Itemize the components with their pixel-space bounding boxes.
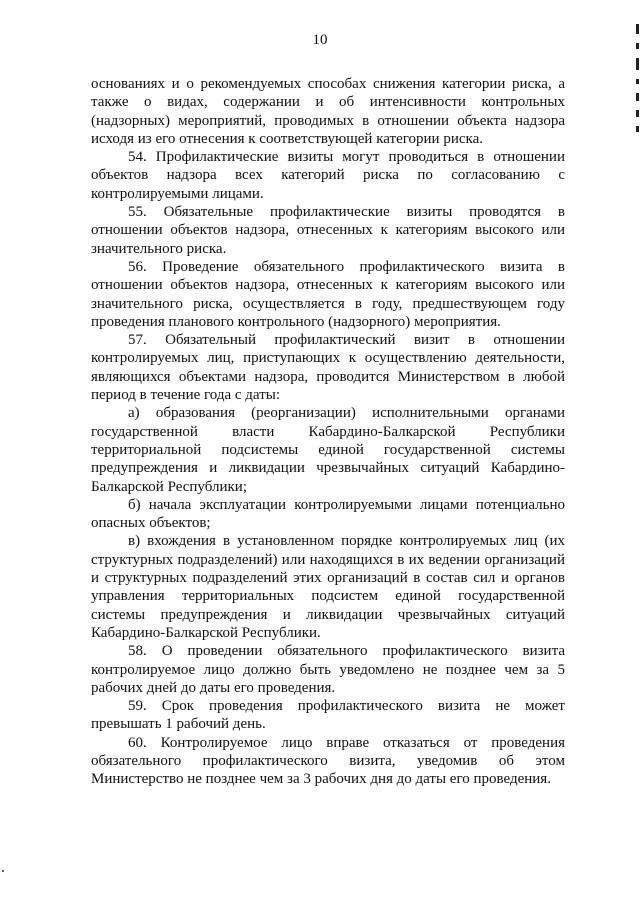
paragraph-57-v: в) вхождения в установленном порядке контролируемых лиц (их структурных подразделений) или находящихся в их ведении организаций и структурных подразделений этих организаций в состав сил и органов управления территориальных подсистем единой государственной системы предупреждения и ликвидации чрезвычайных ситуаций Кабардино-Балкарской Республики. — [91, 533, 565, 641]
scan-mark — [636, 43, 639, 49]
scan-mark — [636, 93, 639, 101]
scan-mark — [636, 24, 639, 34]
paragraph-55: 55. Обязательные профилактические визиты проводятся в отношении объектов надзора, отнесенных к категориям высокого или значительного риска. — [91, 204, 565, 257]
document-body — [91, 75, 565, 789]
paragraph-56: 56. Проведение обязательного профилактического визита в отношении объектов надзора, отнесенных к категориям высокого или значительного риска, осуществляется в году, предшествующем году проведения планового контрольного (надзорного) мероприятия. — [91, 258, 565, 330]
scan-speck — [2, 870, 4, 872]
scan-mark — [636, 58, 639, 70]
paragraph-59: 59. Срок проведения профилактического визита не может превышать 1 рабочий день. — [91, 698, 565, 733]
paragraph-57: 57. Обязательный профилактический визит в отношении контролируемых лиц, приступающих к осуществлению деятельности, являющихся объектами надзора, проводится Министерством в любой период в течение года с даты: — [91, 332, 565, 404]
scan-mark — [636, 126, 639, 132]
paragraph-60: 60. Контролируемое лицо вправе отказаться от проведения обязательного профилактического визита, уведомив об этом Министерство не позднее чем за 3 рабочих дня до даты его проведения. — [91, 734, 565, 788]
paragraph-57-a: а) образования (реорганизации) исполнительными органами государственной власти Кабардино-Балкарской Республики территориальной подсистемы единой государственной системы предупреждения и ликвидации чрезвычайных ситуаций Кабардино-Балкарской Республики; — [91, 405, 565, 495]
scan-edge-marks — [636, 24, 640, 141]
paragraph-54: 54. Профилактические визиты могут проводиться в отношении объектов надзора всех категорий риска по согласованию с контролируемыми лицами. — [91, 149, 565, 202]
scan-mark — [636, 110, 639, 117]
paragraph-57-b: б) начала эксплуатации контролируемыми лицами потенциально опасных объектов; — [91, 496, 565, 532]
paragraph-58: 58. О проведении обязательного профилактического визита контролируемое лицо должно быть уведомлено не позднее чем за 5 рабочих дней до даты его проведения. — [91, 643, 565, 696]
scan-mark — [636, 79, 639, 84]
paragraph-continuation: основаниях и о рекомендуемых способах снижения категории риска, а также о видах, содержании и об интенсивности контрольных (надзорных) мероприятий, проводимых в отношении объекта надзора исходя из его отнесения к соответствующей категории риска. — [91, 76, 565, 147]
page-number: 10 — [312, 32, 328, 48]
